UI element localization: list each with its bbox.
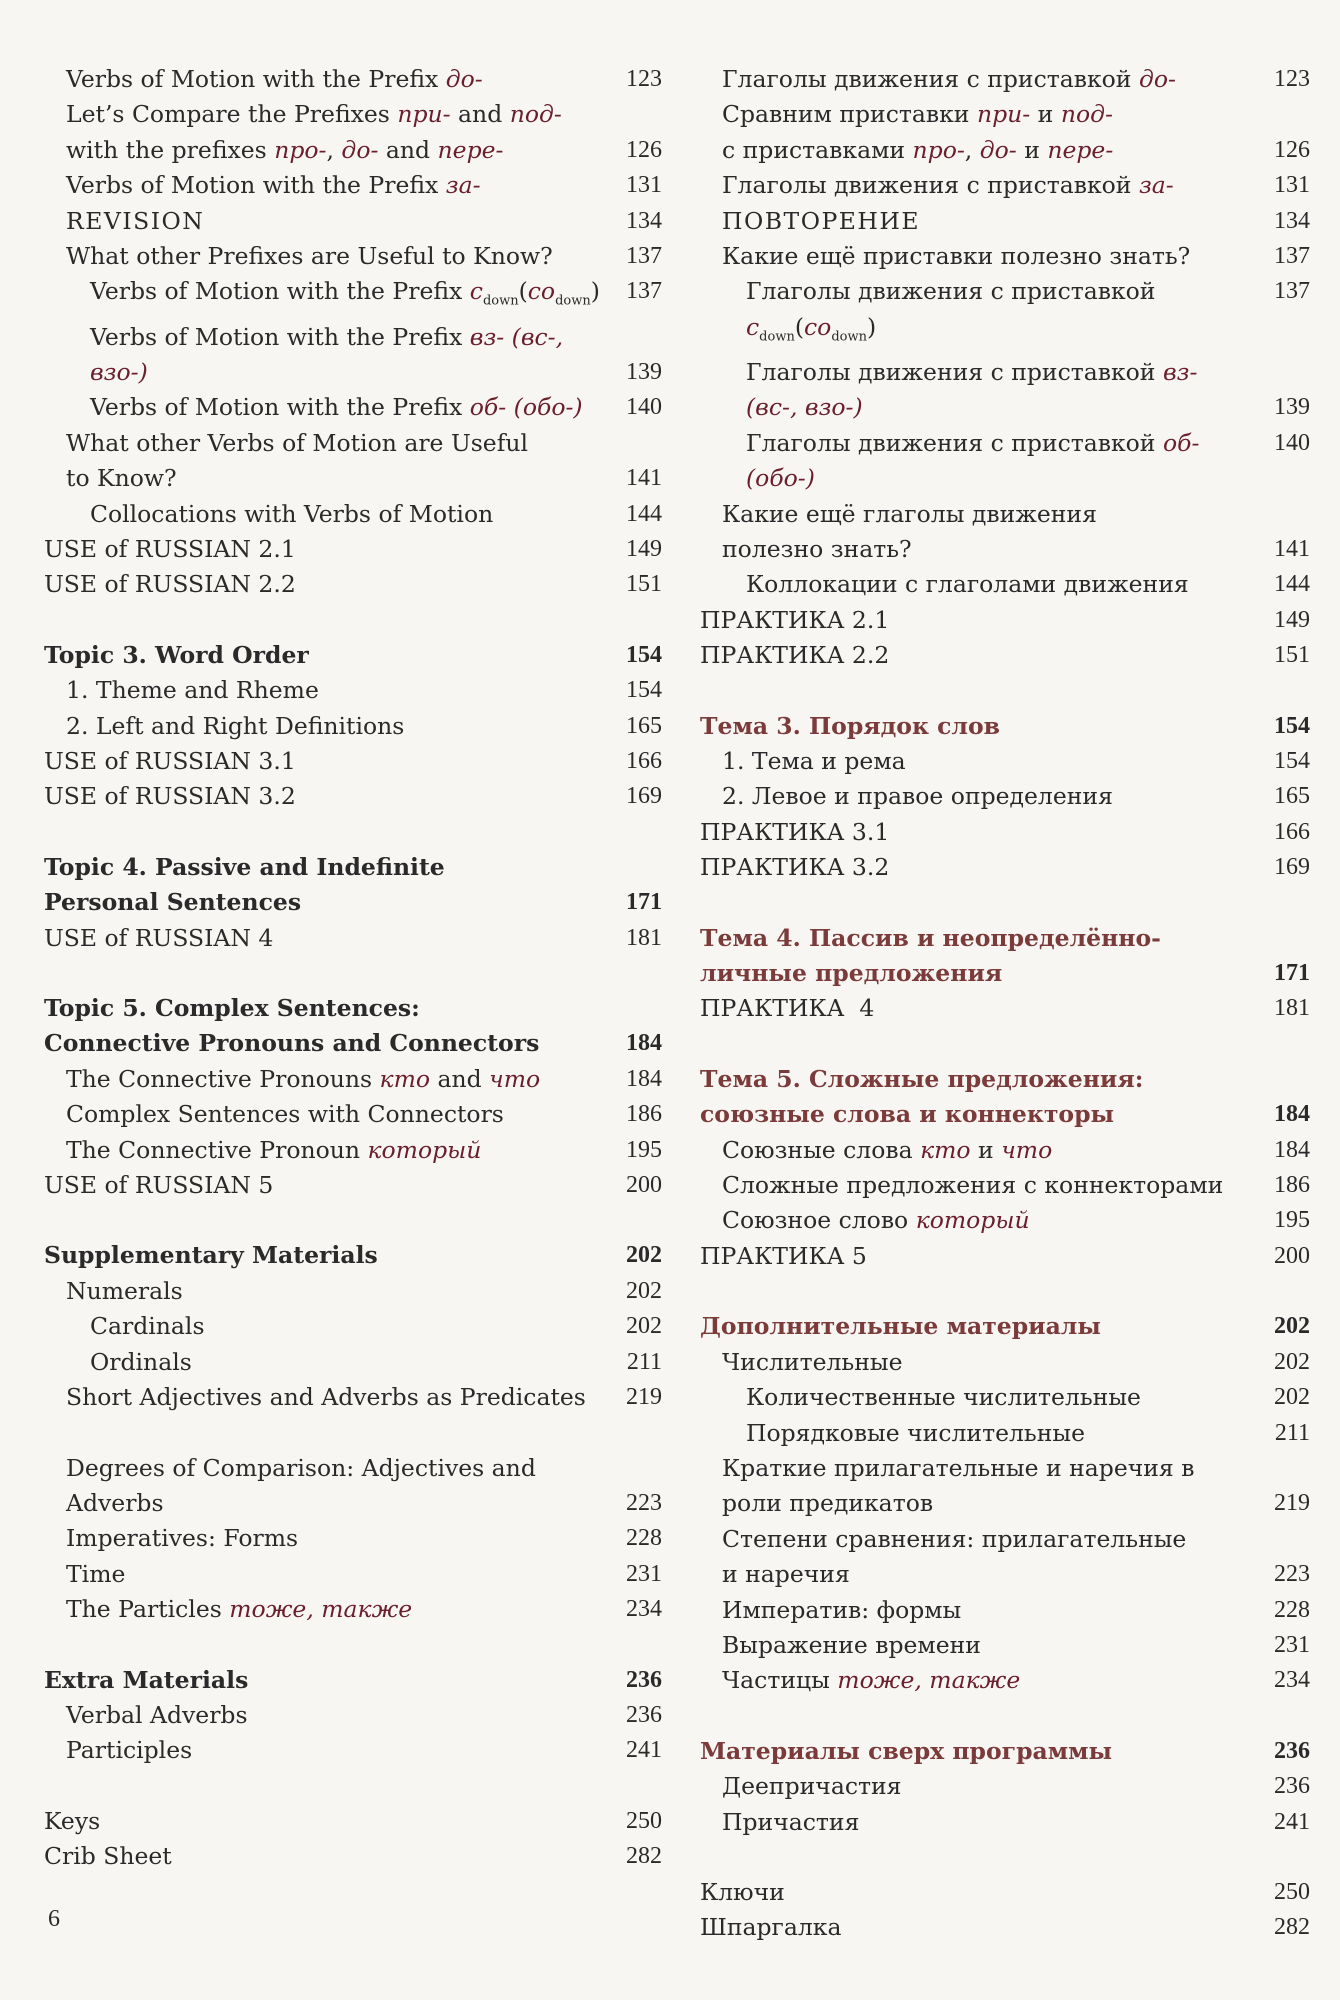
toc-entry[interactable]: Сравним приставки при- и под- с приставками про-, до- и пере- 126 [700, 97, 1310, 168]
toc-entry[interactable]: ПРАКТИКА 2.1 149 [700, 603, 1310, 638]
toc-entry[interactable]: Глаголы движения с приставкой вз- (вс-, взо-) 139 [700, 355, 1310, 426]
toc-entry[interactable]: The Particles тоже, также 234 [44, 1592, 662, 1627]
toc-entry[interactable]: REVISION 134 [44, 204, 662, 239]
toc-entry[interactable]: Keys 250 [44, 1804, 662, 1839]
page-ref: 184 [626, 1030, 662, 1057]
page-ref: 140 [1274, 429, 1310, 456]
toc-entry[interactable]: Степени сравнения: прилагательные и наречия 223 [700, 1522, 1310, 1593]
page-ref: 123 [1274, 66, 1310, 92]
page-ref: 126 [1274, 136, 1310, 163]
toc-entry[interactable]: Порядковые числительные 211 [700, 1416, 1310, 1451]
page-ref: 137 [626, 243, 662, 270]
page-ref: 184 [1274, 1136, 1310, 1163]
page-ref: 137 [1274, 278, 1310, 305]
page-ref: 282 [626, 1843, 662, 1870]
toc-topic-heading[interactable]: Supplementary Materials 202 [44, 1238, 662, 1273]
page-ref: 236 [626, 1701, 662, 1728]
toc-entry[interactable]: Глаголы движения с приставкой за- 131 [700, 168, 1310, 203]
toc-entry[interactable]: 2. Left and Right Definitions 165 [44, 709, 662, 744]
toc-entry[interactable]: ПРАКТИКА 3.1 166 [700, 815, 1310, 850]
toc-topic-heading[interactable]: Topic 3. Word Order 154 [44, 638, 662, 673]
page-ref: 202 [626, 1242, 662, 1269]
page-ref: 139 [626, 358, 662, 385]
toc-entry[interactable]: USE of RUSSIAN 2.2 151 [44, 567, 662, 602]
toc-topic-heading[interactable]: Материалы сверх программы 236 [700, 1734, 1310, 1769]
toc-entry[interactable]: Verbal Adverbs 236 [44, 1698, 662, 1733]
page-ref: 231 [1274, 1631, 1310, 1658]
page-ref: 139 [1274, 394, 1310, 421]
page-ref: 202 [1274, 1313, 1310, 1340]
page-ref: 154 [1274, 748, 1310, 774]
page-ref: 151 [626, 571, 662, 598]
page-ref: 169 [626, 783, 662, 810]
toc-entry[interactable]: Verbs of Motion with the Prefix за- 131 [44, 168, 662, 203]
page-ref: 131 [1274, 172, 1310, 199]
toc-entry[interactable]: Verbs of Motion with the Prefix об- (обо-) 140 [44, 390, 662, 425]
page-ref: 149 [1274, 606, 1310, 633]
page-ref: 137 [1274, 243, 1310, 270]
toc-entry[interactable]: Cardinals 202 [44, 1309, 662, 1344]
page-ref: 166 [626, 748, 662, 774]
toc-entry[interactable]: Союзное слово который 195 [700, 1203, 1310, 1238]
toc-entry[interactable]: Глаголы движения с приставкой $с_{down}(со_{down})$ 137 [700, 274, 1310, 355]
page-ref: 219 [1274, 1490, 1310, 1517]
page-ref: 250 [1274, 1878, 1310, 1905]
page-ref: 234 [626, 1596, 662, 1623]
toc-english-column [44, 62, 662, 1875]
toc-entry[interactable]: Crib Sheet 282 [44, 1839, 662, 1874]
toc-entry[interactable]: Сложные предложения с коннекторами 186 [700, 1168, 1310, 1203]
toc-entry[interactable]: Глаголы движения с приставкой до- 123 [700, 62, 1310, 97]
page-ref: 137 [626, 278, 662, 305]
page-ref: 234 [1274, 1667, 1310, 1694]
toc-entry[interactable]: Глаголы движения с приставкой об- (обо-) 140 [700, 426, 1310, 497]
page-ref: 241 [1274, 1808, 1310, 1835]
toc-entry[interactable]: Time 231 [44, 1557, 662, 1592]
toc-topic-heading[interactable]: Topic 5. Complex Sentences: Connective Pronouns and Connectors 184 [44, 991, 662, 1062]
page-ref: 154 [626, 677, 662, 704]
page-ref: 181 [626, 924, 662, 951]
page-ref: 181 [1274, 995, 1310, 1022]
toc-entry[interactable]: Let’s Compare the Prefixes при- and под- with the prefixes про-, до- and пере- 126 [44, 97, 662, 168]
page-ref: 223 [626, 1489, 662, 1516]
toc-entry[interactable]: Short Adjectives and Adverbs as Predicates 219 [44, 1380, 662, 1415]
toc-entry[interactable]: ПРАКТИКА 5 200 [700, 1239, 1310, 1274]
toc-russian-column [700, 62, 1310, 1946]
page-ref: 166 [1274, 818, 1310, 845]
page-ref: 154 [1274, 712, 1310, 739]
page-ref: 195 [1274, 1207, 1310, 1234]
page-ref: 169 [1274, 854, 1310, 881]
toc-entry[interactable]: Imperatives: Forms 228 [44, 1521, 662, 1556]
page-ref: 144 [1274, 571, 1310, 598]
toc-entry[interactable]: Verbs of Motion with the Prefix до- 123 [44, 62, 662, 97]
page-ref: 241 [626, 1737, 662, 1764]
toc-entry[interactable]: 2. Левое и правое определения 165 [700, 779, 1310, 814]
toc-entry[interactable]: USE of RUSSIAN 5 200 [44, 1168, 662, 1203]
toc-entry[interactable]: Числительные 202 [700, 1345, 1310, 1380]
toc-entry[interactable]: USE of RUSSIAN 3.1 166 [44, 744, 662, 779]
page-ref: 231 [626, 1560, 662, 1587]
page-ref: 202 [626, 1277, 662, 1304]
toc-topic-heading[interactable]: Тема 4. Пассив и неопределённо-личные предложения 171 [700, 921, 1310, 992]
toc-entry[interactable]: Collocations with Verbs of Motion 144 [44, 497, 662, 532]
page-ref: 184 [1274, 1101, 1310, 1128]
page-ref: 202 [1274, 1384, 1310, 1411]
page-ref: 200 [626, 1172, 662, 1199]
page-ref: 141 [626, 465, 662, 492]
toc-entry[interactable]: Какие ещё глаголы движения полезно знать? 141 [700, 497, 1310, 568]
page-ref: 186 [1274, 1172, 1310, 1199]
page-ref: 236 [626, 1666, 662, 1693]
toc-entry[interactable]: ПРАКТИКА 3.2 169 [700, 850, 1310, 885]
toc-entry[interactable]: Деепричастия 236 [700, 1769, 1310, 1804]
toc-entry[interactable]: Императив: формы 228 [700, 1593, 1310, 1628]
page-ref: 171 [1274, 960, 1310, 987]
toc-entry[interactable]: Verbs of Motion with the Prefix $с_{down}(со_{down})$ 137 [44, 274, 662, 319]
page-ref: 219 [626, 1384, 662, 1411]
toc-entry[interactable]: What other Verbs of Motion are Useful to Know? 141 [44, 426, 662, 497]
toc-entry[interactable]: Ordinals 211 [44, 1345, 662, 1380]
toc-entry[interactable]: The Connective Pronouns кто and что 184 [44, 1062, 662, 1097]
toc-entry[interactable]: Numerals 202 [44, 1274, 662, 1309]
page-ref: 144 [626, 500, 662, 527]
toc-entry[interactable]: USE of RUSSIAN 4 181 [44, 921, 662, 956]
page-ref: 141 [1274, 535, 1310, 562]
toc-entry[interactable]: Verbs of Motion with the Prefix вз- (вс-, взо-) 139 [44, 320, 662, 391]
toc-topic-heading[interactable]: Тема 5. Сложные предложения: союзные слова и коннекторы 184 [700, 1062, 1310, 1133]
toc-entry[interactable]: What other Prefixes are Useful to Know? 137 [44, 239, 662, 274]
page-ref: 282 [1274, 1914, 1310, 1941]
page-ref: 140 [626, 394, 662, 421]
toc-entry[interactable]: The Connective Pronoun который 195 [44, 1133, 662, 1168]
page-ref: 151 [1274, 642, 1310, 669]
page-ref: 126 [626, 136, 662, 163]
page-ref: 202 [626, 1313, 662, 1340]
page-ref: 236 [1274, 1737, 1310, 1764]
toc-entry[interactable]: ПРАКТИКА 4 181 [700, 991, 1310, 1026]
page-ref: 171 [626, 889, 662, 916]
page-ref: 154 [626, 641, 662, 668]
page-ref: 195 [626, 1136, 662, 1163]
toc-entry[interactable]: Шпаргалка 282 [700, 1910, 1310, 1945]
toc-entry[interactable]: Союзные слова кто и что 184 [700, 1133, 1310, 1168]
toc-topic-heading[interactable]: Topic 4. Passive and Indefinite Personal Sentences 171 [44, 850, 662, 921]
toc-entry[interactable]: ПРАКТИКА 2.2 151 [700, 638, 1310, 673]
page-ref: 223 [1274, 1561, 1310, 1588]
page-ref: 131 [626, 172, 662, 199]
page-ref: 184 [626, 1065, 662, 1092]
toc-entry[interactable]: USE of RUSSIAN 2.1 149 [44, 532, 662, 567]
toc-entry[interactable]: Коллокации с глаголами движения 144 [700, 567, 1310, 602]
toc-entry[interactable]: Краткие прилагательные и наречия в роли предикатов 219 [700, 1451, 1310, 1522]
toc-topic-heading[interactable]: Дополнительные материалы 202 [700, 1309, 1310, 1344]
toc-entry[interactable]: 1. Тема и рема 154 [700, 744, 1310, 779]
page-ref: 149 [626, 535, 662, 562]
toc-entry[interactable]: Participles 241 [44, 1733, 662, 1768]
page-ref: 228 [626, 1525, 662, 1552]
toc-entry[interactable]: USE of RUSSIAN 3.2 169 [44, 779, 662, 814]
page-ref: 165 [1274, 783, 1310, 810]
toc-entry[interactable]: Какие ещё приставки полезно знать? 137 [700, 239, 1310, 274]
toc-entry[interactable]: 1. Theme and Rheme 154 [44, 673, 662, 708]
page-ref: 250 [626, 1807, 662, 1834]
page-ref: 134 [626, 207, 662, 234]
page-ref: 123 [626, 66, 662, 92]
toc-topic-heading[interactable]: Тема 3. Порядок слов 154 [700, 709, 1310, 744]
page-ref: 200 [1274, 1242, 1310, 1269]
page-ref: 202 [1274, 1348, 1310, 1375]
page-ref: 211 [1274, 1419, 1310, 1446]
toc-entry[interactable]: Количественные числительные 202 [700, 1380, 1310, 1415]
page-ref: 236 [1274, 1773, 1310, 1800]
toc-entry[interactable]: Complex Sentences with Connectors 186 [44, 1097, 662, 1132]
toc-entry[interactable]: ПОВТОРЕНИЕ 134 [700, 204, 1310, 239]
page-ref: 165 [626, 712, 662, 739]
toc-entry[interactable]: Частицы тоже, также 234 [700, 1663, 1310, 1698]
toc-entry[interactable]: Выражение времени 231 [700, 1628, 1310, 1663]
toc-topic-heading[interactable]: Extra Materials 236 [44, 1663, 662, 1698]
page-ref: 211 [626, 1348, 662, 1375]
page-ref: 228 [1274, 1596, 1310, 1623]
toc-entry[interactable]: Причастия 241 [700, 1805, 1310, 1840]
page-number: 6 [48, 1906, 60, 1932]
toc-entry[interactable]: Degrees of Comparison: Adjectives and Adverbs 223 [44, 1451, 662, 1522]
toc-entry[interactable]: Ключи 250 [700, 1875, 1310, 1910]
page-ref: 186 [626, 1101, 662, 1128]
page-ref: 134 [1274, 207, 1310, 234]
